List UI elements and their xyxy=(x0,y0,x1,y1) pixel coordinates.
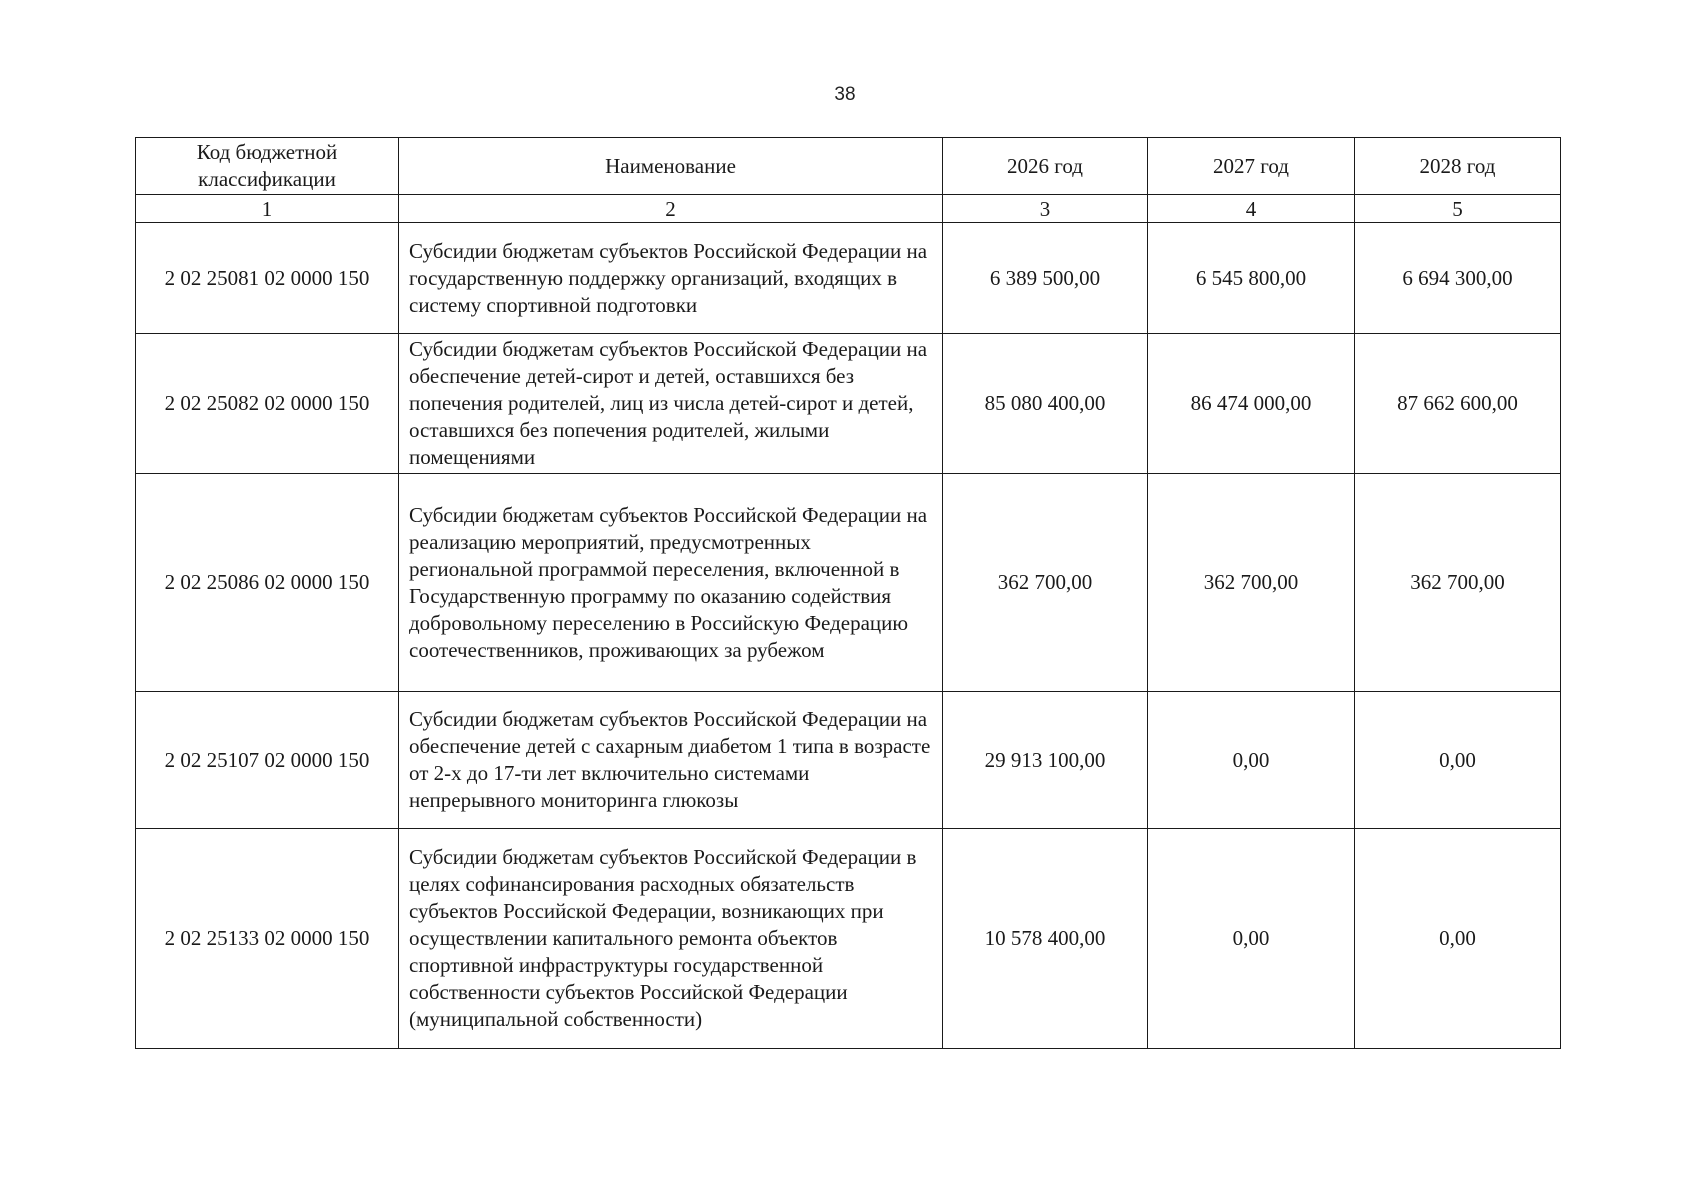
name-cell: Субсидии бюджетам субъектов Российской Федерации на реализацию мероприятий, предусмотренных региональной программой переселения, включенной в Государственную программу по оказанию содействия добровольному переселению в Российскую Федерацию соотечественников, проживающих за рубежом xyxy=(399,474,943,692)
amount-2028-cell: 362 700,00 xyxy=(1355,474,1561,692)
table-header-row xyxy=(136,138,1561,195)
amount-2027-cell: 0,00 xyxy=(1148,692,1355,829)
header-2028: 2028 год xyxy=(1355,138,1561,195)
amount-2027-cell: 0,00 xyxy=(1148,829,1355,1049)
amount-2026-cell: 29 913 100,00 xyxy=(943,692,1148,829)
amount-2026-cell: 85 080 400,00 xyxy=(943,334,1148,474)
amount-2028-cell: 87 662 600,00 xyxy=(1355,334,1561,474)
column-number: 4 xyxy=(1148,195,1355,223)
budget-code-cell: 2 02 25081 02 0000 150 xyxy=(136,223,399,334)
header-2027: 2027 год xyxy=(1148,138,1355,195)
table-row xyxy=(136,692,1561,829)
column-number: 3 xyxy=(943,195,1148,223)
budget-code-cell: 2 02 25133 02 0000 150 xyxy=(136,829,399,1049)
amount-2026-cell: 10 578 400,00 xyxy=(943,829,1148,1049)
page-number: 38 xyxy=(834,84,856,105)
amount-2027-cell: 6 545 800,00 xyxy=(1148,223,1355,334)
column-number: 2 xyxy=(399,195,943,223)
amount-2027-cell: 86 474 000,00 xyxy=(1148,334,1355,474)
column-number-row xyxy=(136,195,1561,223)
table-row xyxy=(136,474,1561,692)
name-cell: Субсидии бюджетам субъектов Российской Федерации на обеспечение детей с сахарным диабетом 1 типа в возрасте от 2-х до 17-ти лет включительно системами непрерывного мониторинга глюкозы xyxy=(399,692,943,829)
table-row xyxy=(136,223,1561,334)
name-cell: Субсидии бюджетам субъектов Российской Федерации на государственную поддержку организаций, входящих в систему спортивной подготовки xyxy=(399,223,943,334)
column-number: 1 xyxy=(136,195,399,223)
amount-2028-cell: 0,00 xyxy=(1355,829,1561,1049)
budget-code-cell: 2 02 25086 02 0000 150 xyxy=(136,474,399,692)
amount-2028-cell: 0,00 xyxy=(1355,692,1561,829)
name-cell: Субсидии бюджетам субъектов Российской Федерации в целях софинансирования расходных обязательств субъектов Российской Федерации, возникающих при осуществлении капитального ремонта объектов спортивной инфраструктуры государственной собственности субъектов Российской Федерации (муниципальной собственности) xyxy=(399,829,943,1049)
name-cell: Субсидии бюджетам субъектов Российской Федерации на обеспечение детей-сирот и детей, оставшихся без попечения родителей, лиц из числа детей-сирот и детей, оставшихся без попечения родителей, жилыми помещениями xyxy=(399,334,943,474)
amount-2027-cell: 362 700,00 xyxy=(1148,474,1355,692)
budget-code-cell: 2 02 25107 02 0000 150 xyxy=(136,692,399,829)
budget-code-cell: 2 02 25082 02 0000 150 xyxy=(136,334,399,474)
budget-table xyxy=(135,137,1561,1049)
header-2026: 2026 год xyxy=(943,138,1148,195)
table-row xyxy=(136,334,1561,474)
amount-2028-cell: 6 694 300,00 xyxy=(1355,223,1561,334)
header-code: Код бюджетной классификации xyxy=(136,138,399,195)
amount-2026-cell: 6 389 500,00 xyxy=(943,223,1148,334)
table-row xyxy=(136,829,1561,1049)
header-name: Наименование xyxy=(399,138,943,195)
column-number: 5 xyxy=(1355,195,1561,223)
amount-2026-cell: 362 700,00 xyxy=(943,474,1148,692)
